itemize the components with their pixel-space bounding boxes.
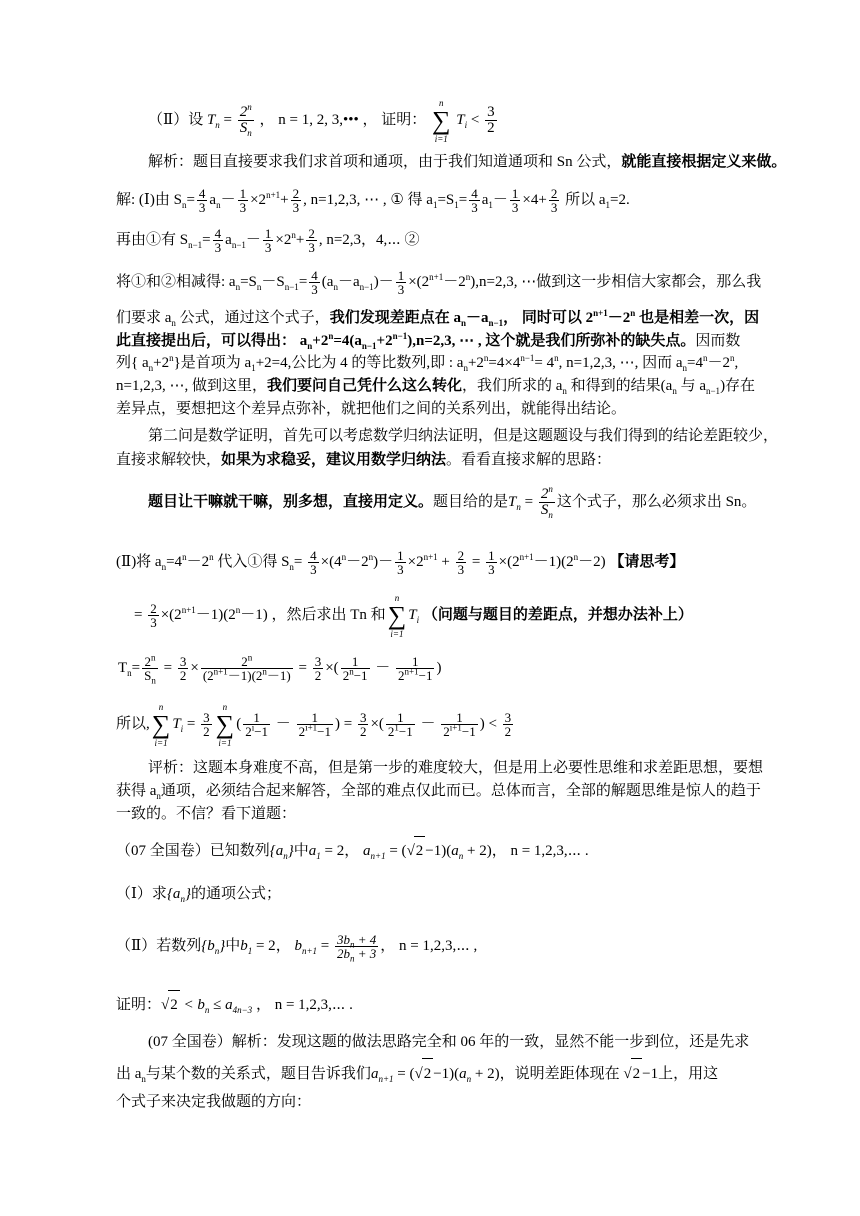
summation-symbol: n ∑ i=1	[432, 97, 451, 144]
suggestion-line: 直接求解较快，如果为求稳妥，建议用数学归纳法。看看直接求解的思路：	[116, 452, 612, 468]
substitution-line: (Ⅱ)将 $a_n=4^n-2^n$ 代入①得 $S_n=$ $\frac{4}{3}$ $\times(4^n-2^n)-$ $\frac{1}{3}$ $\times 2^{n+1}$ + $\frac{2}{3}$ = $\frac{1}{3}$ $\times(2^{n+1}-1)(2^n-2)$ 【请思考】	[116, 548, 685, 578]
problem-07-prove: 证明：$√2 < b_n \le a_{4n-3}$ ， n = 1,2,3,⋯ .	[116, 990, 353, 1018]
n-range: ， n = 1, 2, 3,•••	[259, 112, 359, 128]
review-line-3: 一致的。不信？看下道题：	[116, 806, 297, 822]
analysis-07-line-3: 个式子来决定我做题的方向：	[116, 1094, 312, 1110]
review-line-2: 获得 $a_n$通项，必须结合起来解答，全部的难点仅此而已。总体而言，全部的解题思维是惊人的趋于	[116, 783, 761, 801]
part2-intro-line: 第二问是数学证明，首先可以考虑数学归纳法证明，但是这题题设与我们得到的结论差距较少，	[148, 428, 779, 444]
solution-eq2-line: 再由①有 $S_{n-1}=$ $\frac{4}{3}$ $a_{n-1}-$ $\frac{1}{3}$ $\times 2^n+$ $\frac{2}{3}$ , n=2,3，4,⋯ ②	[116, 226, 420, 256]
problem-07-statement: （07 全国卷）已知数列$\{a_n\}$中$a_1 = 2$， $a_{n+1} = (√2 -1)(a_n + 2)$， n = 1,2,3,⋯ .	[116, 836, 589, 864]
reflection-line: n=1,2,3, ⋯, 做到这里，我们要问自己凭什么这么转化，我们所求的 $a_n$ 和得到的结果($a_n$ 与 $a_{n-1}$)存在	[116, 378, 756, 396]
problem-07-part1: （Ⅰ）求$\{a_n\}$的通项公式；	[116, 886, 281, 904]
definition-line: 题目让干嘛就干嘛，别多想，直接用定义。题目给的是$T_n$ = $\frac{2^n}{S_n}$ 这个式子，那么必须求出 Sn。	[148, 484, 757, 521]
solution-part1-line: 解: (Ⅰ)由 $S_n=$ $\frac{4}{3}$ $a_n-$ $\frac{1}{3}$ $\times 2^{n+1}+$ $\frac{2}{3}$ , n=1,2,3, ⋯ , ① 得 $a_1=S_1=$ $\frac{4}{3}$ $a_1-$ $\frac{1}{3}$ ×4+ $\frac{2}{3}$ 所以 $a_1=2$.	[116, 186, 630, 216]
prove-label: ， 证明：	[362, 112, 427, 128]
analysis-07-line-1: (07 全国卷）解析：发现这题的做法思路完全和 06 年的一致，显然不能一步到位，还是先求	[148, 1034, 750, 1050]
problem-07-part2: （Ⅱ）若数列$\{b_n\}$中$b_1 = 2$， $b_{n+1}$ = $\frac{3b_n + 4}{2b_n + 3}$ ， n = 1,2,3,⋯ ,	[116, 932, 478, 964]
analysis-07-line-2: 出 $a_n$与某个数的关系式，题目告诉我们$a_{n+1} = (√2 -1)(a_n + 2)$，说明差距体现在 √2 −1上，用这	[116, 1058, 718, 1088]
analysis-intro: 解析：题目直接要求我们求首项和通项，由于我们知道通项和 Sn 公式，就能直接根据定义来做。	[148, 154, 787, 170]
fraction-2n-Sn: $\frac{2^n}{S_n}$	[239, 102, 252, 139]
discovery-line: 们要求 $a_n$ 公式，通过这个式子，我们发现差距点在 $a_n-a_{n-1}$， 同时可以 $2^{n+1}-2^n$ 也是相差一次，因	[116, 308, 760, 328]
geometric-seq-line: 列{ $a_n+2^n$}是首项为 $a_1+2=4$,公比为 4 的等比数列,即 : $a_n+2^n=4\times 4^{n-1}= 4^n$, n=1,2,3, ⋯, 因而 $a_n=4^n-2^n$,	[116, 353, 739, 373]
part2-statement	[148, 96, 499, 144]
tn-expression-line: $T_n=$ $\frac{2^n}{S_n}$ = $\frac{3}{2}$ × $\frac{2^n}{(2^{n+1}-1)(2^n-1)}$ = $\frac{3}{2}$ ×( $\frac{1}{2^n-1}$ － $\frac{1}{2^{n+1}-1}$ )	[118, 652, 442, 686]
review-line-1: 评析：这题本身难度不高，但是第一步的难度较大，但是用上必要性思维和求差距思想，要想	[148, 760, 764, 776]
math-Ti: $T_i$	[456, 112, 468, 130]
math-lt: <	[470, 112, 480, 128]
math-eq: =	[223, 112, 233, 128]
fraction-3-2: $\frac{3}{2}$	[487, 104, 495, 137]
subtract-line: 将①和②相减得: $a_n=S_n-S_{n-1}=$ $\frac{4}{3}$ $(a_n-a_{n-1})-$ $\frac{1}{3}$ $\times(2^{n+1}-2^n),n=2,3$, ⋯做到这一步相信大家都会，那么我	[116, 268, 762, 298]
conclusion-line: 差异点，要想把这个差异点弥补，就把他们之间的关系列出，就能得出结论。	[116, 401, 627, 417]
sn-result-line: = $\frac{2}{3}$ $\times(2^{n+1}-1)(2^n-1)$ ，然后求出 Tn 和 n ∑ i=1 $T_i$ （问题与题目的差距点，并想办法补上）	[134, 592, 693, 639]
math-T: $T_n$	[206, 112, 220, 130]
key-step-line: 此直接提出后，可以得出： $a_n+2^n=4(a_{n-1}+2^{n-1}),n=2,3$, ⋯ , 这个就是我们所弥补的缺失点。因而数	[116, 331, 741, 351]
sum-result-line: 所以, n ∑ i=1 $T_i$ = $\frac{3}{2}$ n ∑ i=1 ( $\frac{1}{2^i-1}$ － $\frac{1}{2^{i+1}-1}$ ) = $\frac{3}{2}$ ×( $\frac{1}{2^1-1}$ － $\frac{1}{2^{i+1}-1}$ ) < $\frac{3}{2}$	[116, 701, 512, 748]
part-label: （Ⅱ）设	[148, 112, 204, 128]
